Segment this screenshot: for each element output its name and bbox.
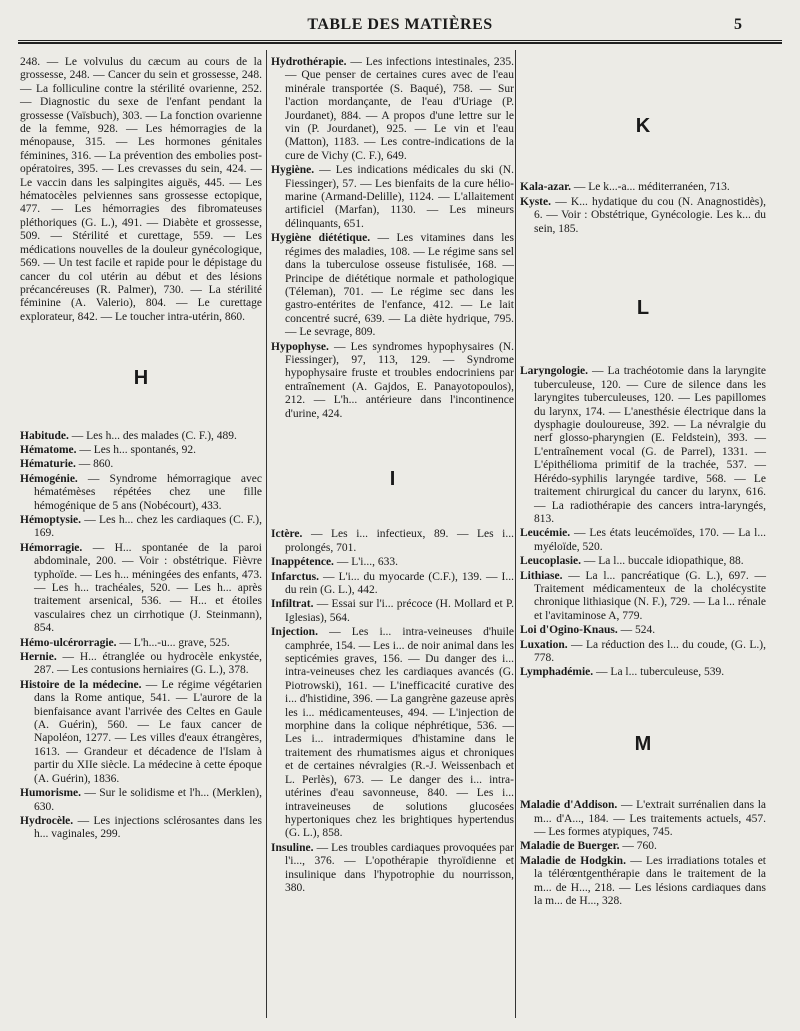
entries-hydro-hypo [271,56,514,421]
entry-title: Hernie. [20,651,57,664]
entry-text: — H... spontanée de la paroi abdominale, 200. — Voir : obstétrique. Fièvre typhoïde. — Les h... méningées des enfants, 473. — Les h... trachéales, 520. — Les h... après traitement arsenical, 536. — H... et étoiles vasculaires chez un cirrhotique (J. Steinmann), 854. [34,541,262,635]
letter-heading-h: H [133,367,149,390]
index-entry [520,527,766,554]
entries-k [520,181,766,236]
letter-heading-m: M [634,732,652,755]
entry-text: — Les h... spontanés, 92. [76,443,196,456]
index-entry [20,514,262,541]
entry-text: — Les syndromes hypophysaires (N. Fiessinger), 97, 113, 129. — Syndrome hypophysaire fruste et troubles endocriniens par entraînement (A. Gajdos, E. Panayotopoulos), 212. — L'h... antérieure dans l'incontinence d'urine, 424. [285,340,514,420]
entry-title: Maladie d'Addison. [520,799,618,812]
entry-text: — Les h... chez les cardiaques (C. F.), 169. [34,513,262,540]
entry-text: — 524. [617,624,656,637]
index-entry [520,666,766,679]
index-entry [520,181,766,194]
entry-text: — L'i... du myocarde (C.F.), 139. — I... du rein (G. L.), 442. [285,570,514,596]
entry-title: Leucoplasie. [520,555,582,568]
entry-text: — L'h...-u... grave, 525. [116,636,230,649]
index-entry [271,626,514,841]
index-entry [520,365,766,526]
letter-heading-i: I [389,467,396,490]
entry-text: — Les vitamines dans les régimes des maladies, 108. — Le régime sans sel dans la tuberculose osseuse fistulisée, 168. — Principe de diététique normale et pathologique (Téleman), 701. — Le régime sec dans les gastro-entérites de l'enfance, 412. — Le lait concentré sucré, 639. — La diète hydrique, 795. — Le sevrage, 809. [285,232,514,339]
entry-text: — La l... tuberculeuse, 539. [593,666,725,679]
index-entry [20,679,262,786]
entry-text: — La l... pancréatique (G. L.), 697. — Traitement médicamenteux de la cholécystite chronique lithiasique (N. F.), 729. — La l... rénale et l'avitaminose A, 779. [534,569,766,622]
running-title: TABLE DES MATIÈRES [307,16,493,33]
entry-text: — Le k...-a... méditerranéen, 713. [571,181,730,194]
entry-title: Insuline. [271,841,314,854]
index-entry [271,842,514,896]
entry-text: — Essai sur l'i... précoce (H. Mollard et P. Iglesias), 564. [285,598,514,624]
entry-text: — Les i... intra-veineuses d'huile camphrée, 154. — Les i... de noir animal dans les septicémies graves, 156. — Du danger des i... intra-veineuses chez les cardiaques avancés (G. Piotrowski), 161. — L'inefficacité curative des i... d'histidine, 396. — La gangrène gazeuse après les i... médicamenteuses, 494. — L'injection de morphine dans la colique néphrétique, 536. — Les i... intradermiques d'histamine dans le traitement des rhumatismes aigus et chroniques et de certaines névralgies (R.-J. Weissenbach et L. Perlès), 673. — Le danger des i... intra-utérines d'eau savonneuse, 840. — Les i... intraveineuses de solutions glucosées hypertoniques chez les brightiques hypertendus (G. L.), 858. [285,626,514,840]
entry-title: Humorisme. [20,787,82,800]
index-entry [271,232,514,339]
entry-text: — Sur le solidisme et l'h... (Merklen), 630. [34,787,262,813]
entry-title: Kyste. [520,195,551,208]
index-entry [20,473,262,513]
entry-text: — L'i..., 633. [333,556,398,569]
entry-text: — Le régime végétarien dans la Rome antique, 541. — L'aurore de la bienfaisance avant l'arrivée des Celtes en Gaule (A. Guérin), 560. — Le faux cancer de Napoléon, 1277. — Les villes d'eaux étrangères, 1613. — Grandeur et décadence de l'Islam à partir du XIIe siècle. La médecine à cette époque (A. Guérin), 1836. [34,678,262,785]
index-entry [271,598,514,625]
entry-title: Ictère. [271,528,303,541]
entry-text: — Les i... infectieux, 89. — Les i... prolongés, 701. [285,528,514,554]
entry-title: Hématurie. [20,458,76,471]
entry-text: — Les troubles cardiaques provoquées par l'i..., 376. — L'opothérapie thyroïdienne et insulinique dans l'hypotrophie du nourrisson, 380. [285,841,514,894]
index-entry [20,430,262,443]
entry-title: Hygiène. [271,164,315,177]
entry-title: Inappétence. [271,556,334,569]
letter-heading-l: L [636,297,650,320]
index-entry [20,815,262,842]
entry-text: — Les h... des malades (C. F.), 489. [68,429,237,442]
index-entry [520,570,766,624]
entry-text: — 860. [75,458,114,471]
index-entry [271,56,514,163]
index-entry [271,164,514,231]
index-entry [20,787,262,814]
entry-text: — K... hydatique du cou (N. Anagnostidès), 6. — Voir : Obstétrique, Gynécologie. Les k... du sein, 185. [534,195,766,235]
index-entry [520,624,766,637]
page-number: 5 [734,16,742,33]
index-entry [20,651,262,678]
index-entry [520,196,766,236]
entry-text: — Les indications médicales du ski (N. Fiessinger), 57. — Les bienfaits de la cure hélio-marine (Armand-Delille), 1124. — L'allaitement artificiel (Marfan), 1130. — Les mineurs délinquants, 651. [285,164,514,230]
index-entry [20,444,262,457]
entry-title: Infarctus. [271,570,320,583]
entry-title: Lithiase. [520,569,563,582]
entry-text: — La réduction des l... du coude, (G. L.), 778. [534,638,766,664]
index-entry [520,855,766,909]
entry-title: Hémo-ulcérorragie. [20,636,117,649]
entry-title: Kala-azar. [520,181,571,194]
header-rule [18,40,782,44]
column-1 [20,56,262,843]
entry-title: Histoire de la médecine. [20,678,142,691]
entry-title: Hygiène diététique. [271,232,371,245]
entry-title: Hydrothérapie. [271,56,347,68]
index-entry [271,571,514,598]
entry-title: Hémorragie. [20,541,83,554]
entry-text: — La l... buccale idiopathique, 88. [581,555,744,568]
entry-title: Infiltrat. [271,598,314,611]
index-entry [20,542,262,636]
entry-text: — Les irradiations totales et la télérœntgenthérapie dans le traitement de la m... de H..., 218. — Les lésions cardiaques dans la m... de H..., 328. [534,854,766,908]
entries-h [20,430,262,842]
entry-text: — L'extrait surrénalien dans la m... d'A..., 184. — Les traitements actuels, 457. — Les formes atypiques, 745. [534,799,766,838]
entries-l [520,365,766,679]
entry-text: — Les injections sclérosantes dans les h... vaginales, 299. [34,814,262,841]
column-3 [520,56,766,909]
entry-title: Luxation. [520,638,568,651]
index-entry [271,528,514,555]
index-entry [271,341,514,421]
entry-title: Maladie de Buerger. [520,840,620,853]
index-entry [271,556,514,569]
entry-title: Hémogénie. [20,472,78,485]
entry-text: — Les états leucémoïdes, 170. — La l... myéloïde, 520. [534,527,766,553]
index-entry [520,555,766,568]
column-divider-right [515,50,516,1018]
entry-title: Lymphadémie. [520,666,594,679]
entry-title: Maladie de Hodgkin. [520,854,626,867]
entry-title: Hydrocèle. [20,814,74,827]
index-entry [520,840,766,853]
column-2 [271,56,514,896]
column-divider-left [266,50,267,1018]
entries-i [271,528,514,895]
entry-text: — 760. [619,840,657,853]
entry-title: Injection. [271,626,318,639]
entry-title: Habitude. [20,429,69,442]
entries-m [520,799,766,908]
index-entry [520,799,766,839]
entry-text: — Syndrome hémorragique avec hématémèses répétées chez une fille hémogénique de 5 ans (Nobécourt), 433. [34,472,262,512]
entry-title: Hypophyse. [271,340,329,353]
entry-title: Hématome. [20,443,77,456]
index-entry [20,637,262,650]
entry-title: Hémoptysie. [20,513,82,526]
continued-entry: 248. — Le volvulus du cæcum au cours de la grossesse, 248. — Cancer du sein et grossesse, 248. — La folliculine contre la stérilité ovarienne, 252. — Diagnostic du sexe de l'enfant pendant la grossesse (Vaïsbuch), 303. — La fonction ovarienne de la femme, 928. — Les hémorragies de la ménopause, 315. — Les hormones génitales féminines, 316. — La prévention des embolies post-opératoires, 395. — Les crevasses du sein, 424. — Le vaccin dans les salpingites aiguës, 445. — Les hématocèles pelviennes sans grossesse ectopique, 477. — Les hémorragies des fibromateuses pléthoriques (G. L.), 491. — Diabète et grossesse, 509. — Stérilité et curettage, 559. — Les médications nouvelles de la douleur gynécologique, 569. — Un test facile et rapide pour le dépistage du cancer du col utérin au début et des lésions précancéreuses (R. Palmer), 730. — La stérilité féminine (A. Valerio), 804. — Le curettage explorateur, 842. — Le toucher intra-utérin, 860. [20,56,262,323]
entry-text: — Les infections intestinales, 235. — Que penser de certaines cures avec de l'eau minérale transportée (S. Baqué), 758. — Sur l'action mordançante, de l'eau d'Uriage (P. Jourdanet), 884. — A propos d'une lettre sur le vin (P. Jourdanet), 925. — Le vin et l'eau (Matton), 1183. — Les contre-indications de la cure de Vichy (C. F.), 649. [285,56,514,162]
letter-heading-k: K [635,115,651,137]
entry-text: — La trachéotomie dans la laryngite tuberculeuse, 120. — Cure de silence dans les laryngites tuberculeuses, 120. — Les papillomes du larynx, 174. — L'anesthésie électrique dans la dysphagie douloureuse, 392. — La névralgie du nerf glosso-pharyngien (E. Feldstein), 393. — L'entraînement vocal (G. de Parrel), 1331. — L'épithélioma primitif de la trachée, 537. — Hérédo-syphilis laryngée tardive, 568. — Le traitement chirurgical du cancer du larynx, 616. — La radiothérapie des cancers intra-laryngés, 813. [534,365,766,525]
entry-text: — H... étranglée ou hydrocèle enkystée, 287. — Les contusions herniaires (G. L.), 378. [34,651,262,677]
entry-title: Loi d'Ogino-Knaus. [520,624,618,637]
index-entry [20,458,262,471]
entry-title: Leucémie. [520,527,571,540]
entry-title: Laryngologie. [520,365,589,378]
index-entry [520,639,766,666]
